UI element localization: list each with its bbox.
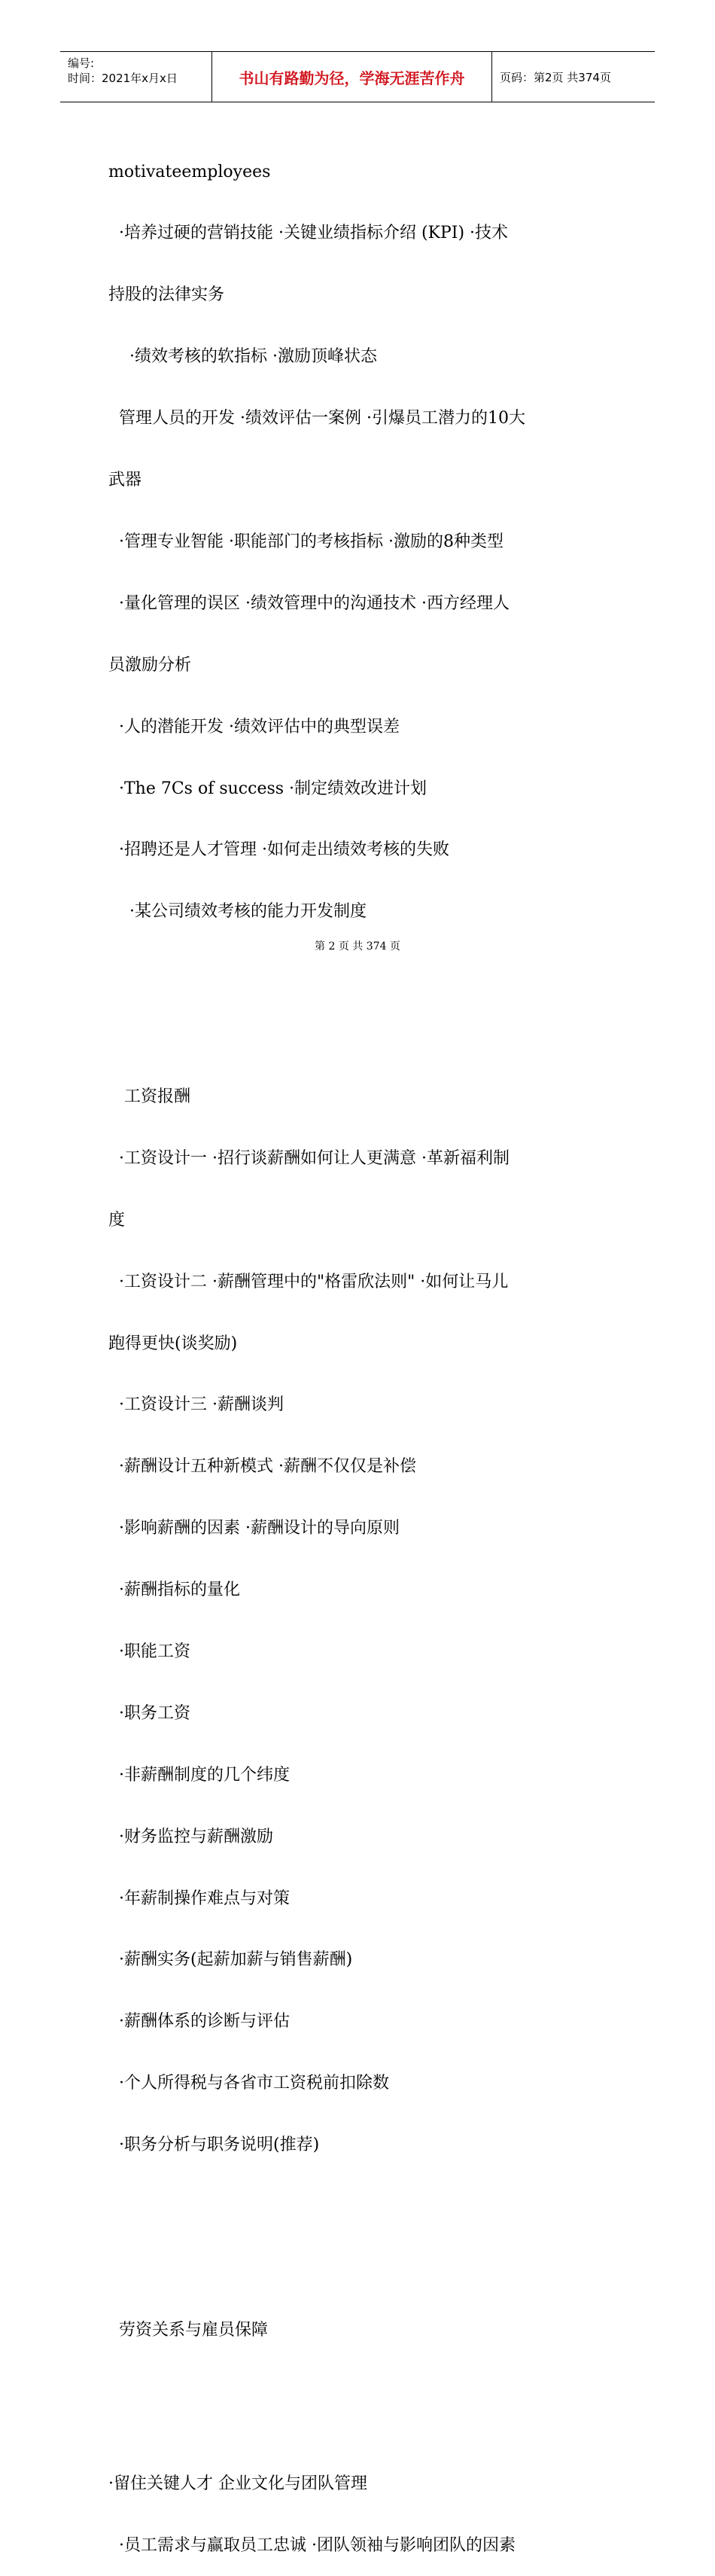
salary-line: ·工资设计三 ·薪酬谈判: [108, 1395, 284, 1415]
salary-line: ·影响薪酬的因素 ·薪酬设计的导向原则: [108, 1519, 400, 1538]
body-line: ·招聘还是人才管理 ·如何走出绩效考核的失败: [108, 840, 449, 860]
header-table: [60, 51, 655, 102]
body-line: ·管理专业智能 ·职能部门的考核指标 ·激励的8种类型: [108, 532, 504, 551]
salary-line: 度: [108, 1210, 126, 1230]
section-heading-salary: 工资报酬: [108, 1087, 190, 1106]
body-line: 员激励分析: [108, 655, 192, 675]
salary-line: ·个人所得税与各省市工资税前扣除数: [108, 2074, 389, 2093]
page-footer: 第 2 页 共 374 页: [315, 940, 400, 953]
salary-line: ·工资设计一 ·招行谈薪酬如何让人更满意 ·革新福利制: [108, 1148, 510, 1168]
body-line: ·量化管理的误区 ·绩效管理中的沟通技术 ·西方经理人: [108, 593, 510, 613]
labor-line: ·员工需求与赢取员工忠诚 ·团队领袖与影响团队的因素: [108, 2535, 516, 2555]
body-line: ·人的潜能开发 ·绩效评估中的典型误差: [108, 717, 400, 736]
salary-line: ·职务分析与职务说明(推荐): [108, 2135, 320, 2155]
labor-line: ·留住关键人才 企业文化与团队管理: [108, 2474, 367, 2493]
document-body: [108, 120, 613, 2576]
document-time-label: 时间：2021年x月x日: [68, 72, 178, 85]
salary-line: 跑得更快(谈奖励): [108, 1334, 238, 1353]
salary-line: ·工资设计二 ·薪酬管理中的"格雷欣法则" ·如何让马儿: [108, 1272, 509, 1291]
header-page-info: 页码：第2页 共374页: [500, 70, 611, 84]
header-meta: [60, 52, 212, 102]
salary-line: ·职务工资: [108, 1703, 190, 1723]
salary-line: ·薪酬体系的诊断与评估: [108, 2012, 290, 2032]
salary-line: ·非薪酬制度的几个纬度: [108, 1765, 290, 1785]
body-line: ·培养过硬的营销技能 ·关键业绩指标介绍 (KPI) ·技术: [108, 224, 509, 243]
salary-line: ·薪酬设计五种新模式 ·薪酬不仅仅是补偿: [108, 1457, 416, 1477]
body-line: ·某公司绩效考核的能力开发制度: [108, 902, 367, 922]
salary-line: ·薪酬指标的量化: [108, 1581, 240, 1600]
body-line: 武器: [108, 471, 142, 490]
body-line: 管理人员的开发 ·绩效评估一案例 ·引爆员工潜力的10大: [108, 409, 525, 428]
salary-line: ·职能工资: [108, 1642, 190, 1661]
salary-line: ·薪酬实务(起薪加薪与销售薪酬): [108, 1950, 353, 1970]
document-number-label: 编号:: [68, 56, 95, 70]
body-line: 持股的法律实务: [108, 285, 225, 305]
section-heading-labor: 劳资关系与雇员保障: [108, 2320, 269, 2340]
header-motto: 书山有路勤为径，学海无涯苦作舟: [212, 52, 492, 102]
body-line: motivateemployees: [108, 162, 271, 181]
body-line: ·The 7Cs of success ·制定绩效改进计划: [108, 779, 427, 798]
body-line: ·绩效考核的软指标 ·激励顶峰状态: [108, 347, 377, 367]
salary-line: ·年薪制操作难点与对策: [108, 1889, 290, 1908]
salary-line: ·财务监控与薪酬激励: [108, 1827, 273, 1846]
